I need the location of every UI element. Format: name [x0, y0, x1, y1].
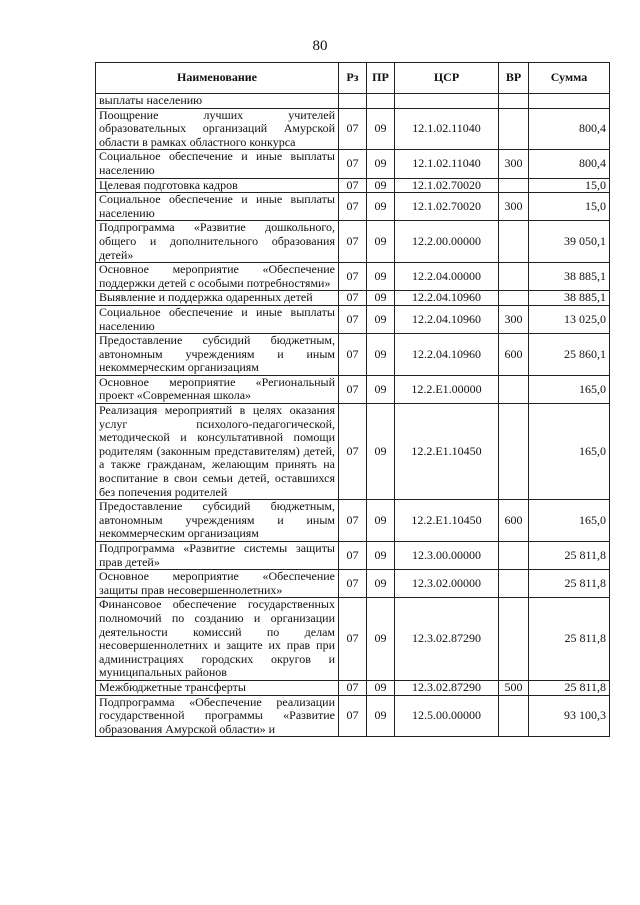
table-row — [96, 263, 610, 291]
cell-pr: 09 — [367, 404, 395, 500]
header-name: Наименование — [96, 63, 339, 94]
cell-name: Реализация мероприятий в целях оказания услуг психолого-педагогической, методической и консультативной помощи родителям (законным представителям) детей, а также гражданам, желающим принять на воспитание в свои семьи детей, оставшихся без попечения родителей — [96, 404, 339, 500]
cell-vr: 300 — [499, 305, 529, 333]
header-pr: ПР — [367, 63, 395, 94]
table-row — [96, 94, 610, 109]
cell-csr: 12.1.02.70020 — [395, 193, 499, 221]
cell-csr — [395, 94, 499, 109]
cell-name: Подпрограмма «Развитие дошкольного, общего и дополнительного образования детей» — [96, 221, 339, 263]
table-row — [96, 598, 610, 681]
cell-pr: 09 — [367, 500, 395, 542]
cell-csr: 12.2.04.10960 — [395, 334, 499, 376]
cell-sum: 25 811,8 — [529, 680, 610, 695]
cell-vr: 600 — [499, 334, 529, 376]
cell-name: Основное мероприятие «Обеспечение защиты прав несовершеннолетних» — [96, 570, 339, 598]
cell-rz: 07 — [339, 570, 367, 598]
page-number: 80 — [312, 38, 328, 54]
header-sum: Сумма — [529, 63, 610, 94]
cell-sum: 800,4 — [529, 150, 610, 178]
cell-rz: 07 — [339, 108, 367, 150]
cell-sum — [529, 94, 610, 109]
cell-vr: 300 — [499, 150, 529, 178]
cell-name: Межбюджетные трансферты — [96, 680, 339, 695]
cell-pr: 09 — [367, 570, 395, 598]
cell-vr — [499, 542, 529, 570]
cell-csr: 12.3.02.87290 — [395, 680, 499, 695]
cell-vr — [499, 570, 529, 598]
cell-name: Подпрограмма «Обеспечение реализации государственной программы «Развитие образования Амурской области» и — [96, 695, 339, 737]
cell-vr — [499, 695, 529, 737]
cell-sum: 800,4 — [529, 108, 610, 150]
cell-pr: 09 — [367, 291, 395, 306]
table-row — [96, 221, 610, 263]
cell-rz: 07 — [339, 221, 367, 263]
cell-rz: 07 — [339, 598, 367, 681]
cell-pr: 09 — [367, 221, 395, 263]
cell-vr — [499, 263, 529, 291]
cell-sum: 25 860,1 — [529, 334, 610, 376]
table-row — [96, 500, 610, 542]
cell-vr — [499, 598, 529, 681]
cell-csr: 12.2.00.00000 — [395, 221, 499, 263]
budget-table — [95, 62, 610, 737]
cell-sum: 25 811,8 — [529, 570, 610, 598]
table-row — [96, 150, 610, 178]
cell-vr — [499, 94, 529, 109]
cell-csr: 12.2.04.00000 — [395, 263, 499, 291]
cell-name: Поощрение лучших учителей образовательных организаций Амурской области в рамках областного конкурса — [96, 108, 339, 150]
cell-csr: 12.2.E1.00000 — [395, 375, 499, 403]
table-row — [96, 193, 610, 221]
header-vr: ВР — [499, 63, 529, 94]
cell-name: Финансовое обеспечение государственных полномочий по созданию и организации деятельности комиссий по делам несовершеннолетних и защите их прав при администрациях городских округов и муниципальных районов — [96, 598, 339, 681]
cell-sum: 38 885,1 — [529, 291, 610, 306]
table-row — [96, 291, 610, 306]
cell-name: Предоставление субсидий бюджетным, автономным учреждениям и иным некоммерческим организациям — [96, 334, 339, 376]
cell-csr: 12.2.E1.10450 — [395, 500, 499, 542]
cell-sum: 13 025,0 — [529, 305, 610, 333]
cell-pr — [367, 94, 395, 109]
cell-csr: 12.1.02.11040 — [395, 150, 499, 178]
cell-rz: 07 — [339, 193, 367, 221]
header-rz: Рз — [339, 63, 367, 94]
table-row — [96, 570, 610, 598]
cell-csr: 12.3.00.00000 — [395, 542, 499, 570]
cell-sum: 165,0 — [529, 404, 610, 500]
cell-vr — [499, 108, 529, 150]
cell-rz: 07 — [339, 680, 367, 695]
cell-sum: 165,0 — [529, 500, 610, 542]
cell-vr — [499, 178, 529, 193]
table-row — [96, 542, 610, 570]
table-row — [96, 305, 610, 333]
cell-name: Предоставление субсидий бюджетным, автономным учреждениям и иным некоммерческим организациям — [96, 500, 339, 542]
cell-csr: 12.3.02.00000 — [395, 570, 499, 598]
cell-vr: 300 — [499, 193, 529, 221]
table-row — [96, 680, 610, 695]
cell-vr — [499, 375, 529, 403]
cell-csr: 12.2.04.10960 — [395, 305, 499, 333]
cell-vr: 500 — [499, 680, 529, 695]
cell-rz: 07 — [339, 695, 367, 737]
header-csr: ЦСР — [395, 63, 499, 94]
cell-rz: 07 — [339, 375, 367, 403]
table-row — [96, 404, 610, 500]
cell-rz: 07 — [339, 291, 367, 306]
table-row — [96, 178, 610, 193]
cell-pr: 09 — [367, 334, 395, 376]
cell-sum: 165,0 — [529, 375, 610, 403]
table-row — [96, 108, 610, 150]
cell-name: Социальное обеспечение и иные выплаты населению — [96, 193, 339, 221]
table-row — [96, 375, 610, 403]
cell-rz: 07 — [339, 334, 367, 376]
cell-name: Подпрограмма «Развитие системы защиты прав детей» — [96, 542, 339, 570]
cell-sum: 93 100,3 — [529, 695, 610, 737]
cell-name: Социальное обеспечение и иные выплаты населению — [96, 150, 339, 178]
cell-name: Целевая подготовка кадров — [96, 178, 339, 193]
cell-sum: 39 050,1 — [529, 221, 610, 263]
table-row — [96, 695, 610, 737]
cell-name: Выявление и поддержка одаренных детей — [96, 291, 339, 306]
cell-vr: 600 — [499, 500, 529, 542]
cell-sum: 25 811,8 — [529, 542, 610, 570]
cell-csr: 12.1.02.11040 — [395, 108, 499, 150]
cell-rz: 07 — [339, 305, 367, 333]
cell-sum: 15,0 — [529, 178, 610, 193]
cell-vr — [499, 221, 529, 263]
cell-csr: 12.5.00.00000 — [395, 695, 499, 737]
cell-pr: 09 — [367, 193, 395, 221]
cell-sum: 25 811,8 — [529, 598, 610, 681]
cell-csr: 12.2.04.10960 — [395, 291, 499, 306]
cell-sum: 15,0 — [529, 193, 610, 221]
cell-csr: 12.3.02.87290 — [395, 598, 499, 681]
cell-csr: 12.2.E1.10450 — [395, 404, 499, 500]
cell-sum: 38 885,1 — [529, 263, 610, 291]
table-row — [96, 334, 610, 376]
cell-name: Социальное обеспечение и иные выплаты населению — [96, 305, 339, 333]
cell-rz: 07 — [339, 150, 367, 178]
cell-vr — [499, 291, 529, 306]
cell-rz: 07 — [339, 263, 367, 291]
cell-name: выплаты населению — [96, 94, 339, 109]
cell-rz: 07 — [339, 500, 367, 542]
cell-name: Основное мероприятие «Обеспечение поддержки детей с особыми потребностями» — [96, 263, 339, 291]
cell-pr: 09 — [367, 305, 395, 333]
table-header-row — [96, 63, 610, 94]
cell-pr: 09 — [367, 178, 395, 193]
cell-rz — [339, 94, 367, 109]
cell-rz: 07 — [339, 542, 367, 570]
cell-pr: 09 — [367, 375, 395, 403]
cell-vr — [499, 404, 529, 500]
cell-pr: 09 — [367, 680, 395, 695]
cell-rz: 07 — [339, 404, 367, 500]
cell-pr: 09 — [367, 150, 395, 178]
cell-csr: 12.1.02.70020 — [395, 178, 499, 193]
cell-pr: 09 — [367, 263, 395, 291]
cell-name: Основное мероприятие «Региональный проект «Современная школа» — [96, 375, 339, 403]
cell-pr: 09 — [367, 542, 395, 570]
cell-pr: 09 — [367, 108, 395, 150]
cell-pr: 09 — [367, 695, 395, 737]
cell-rz: 07 — [339, 178, 367, 193]
cell-pr: 09 — [367, 598, 395, 681]
